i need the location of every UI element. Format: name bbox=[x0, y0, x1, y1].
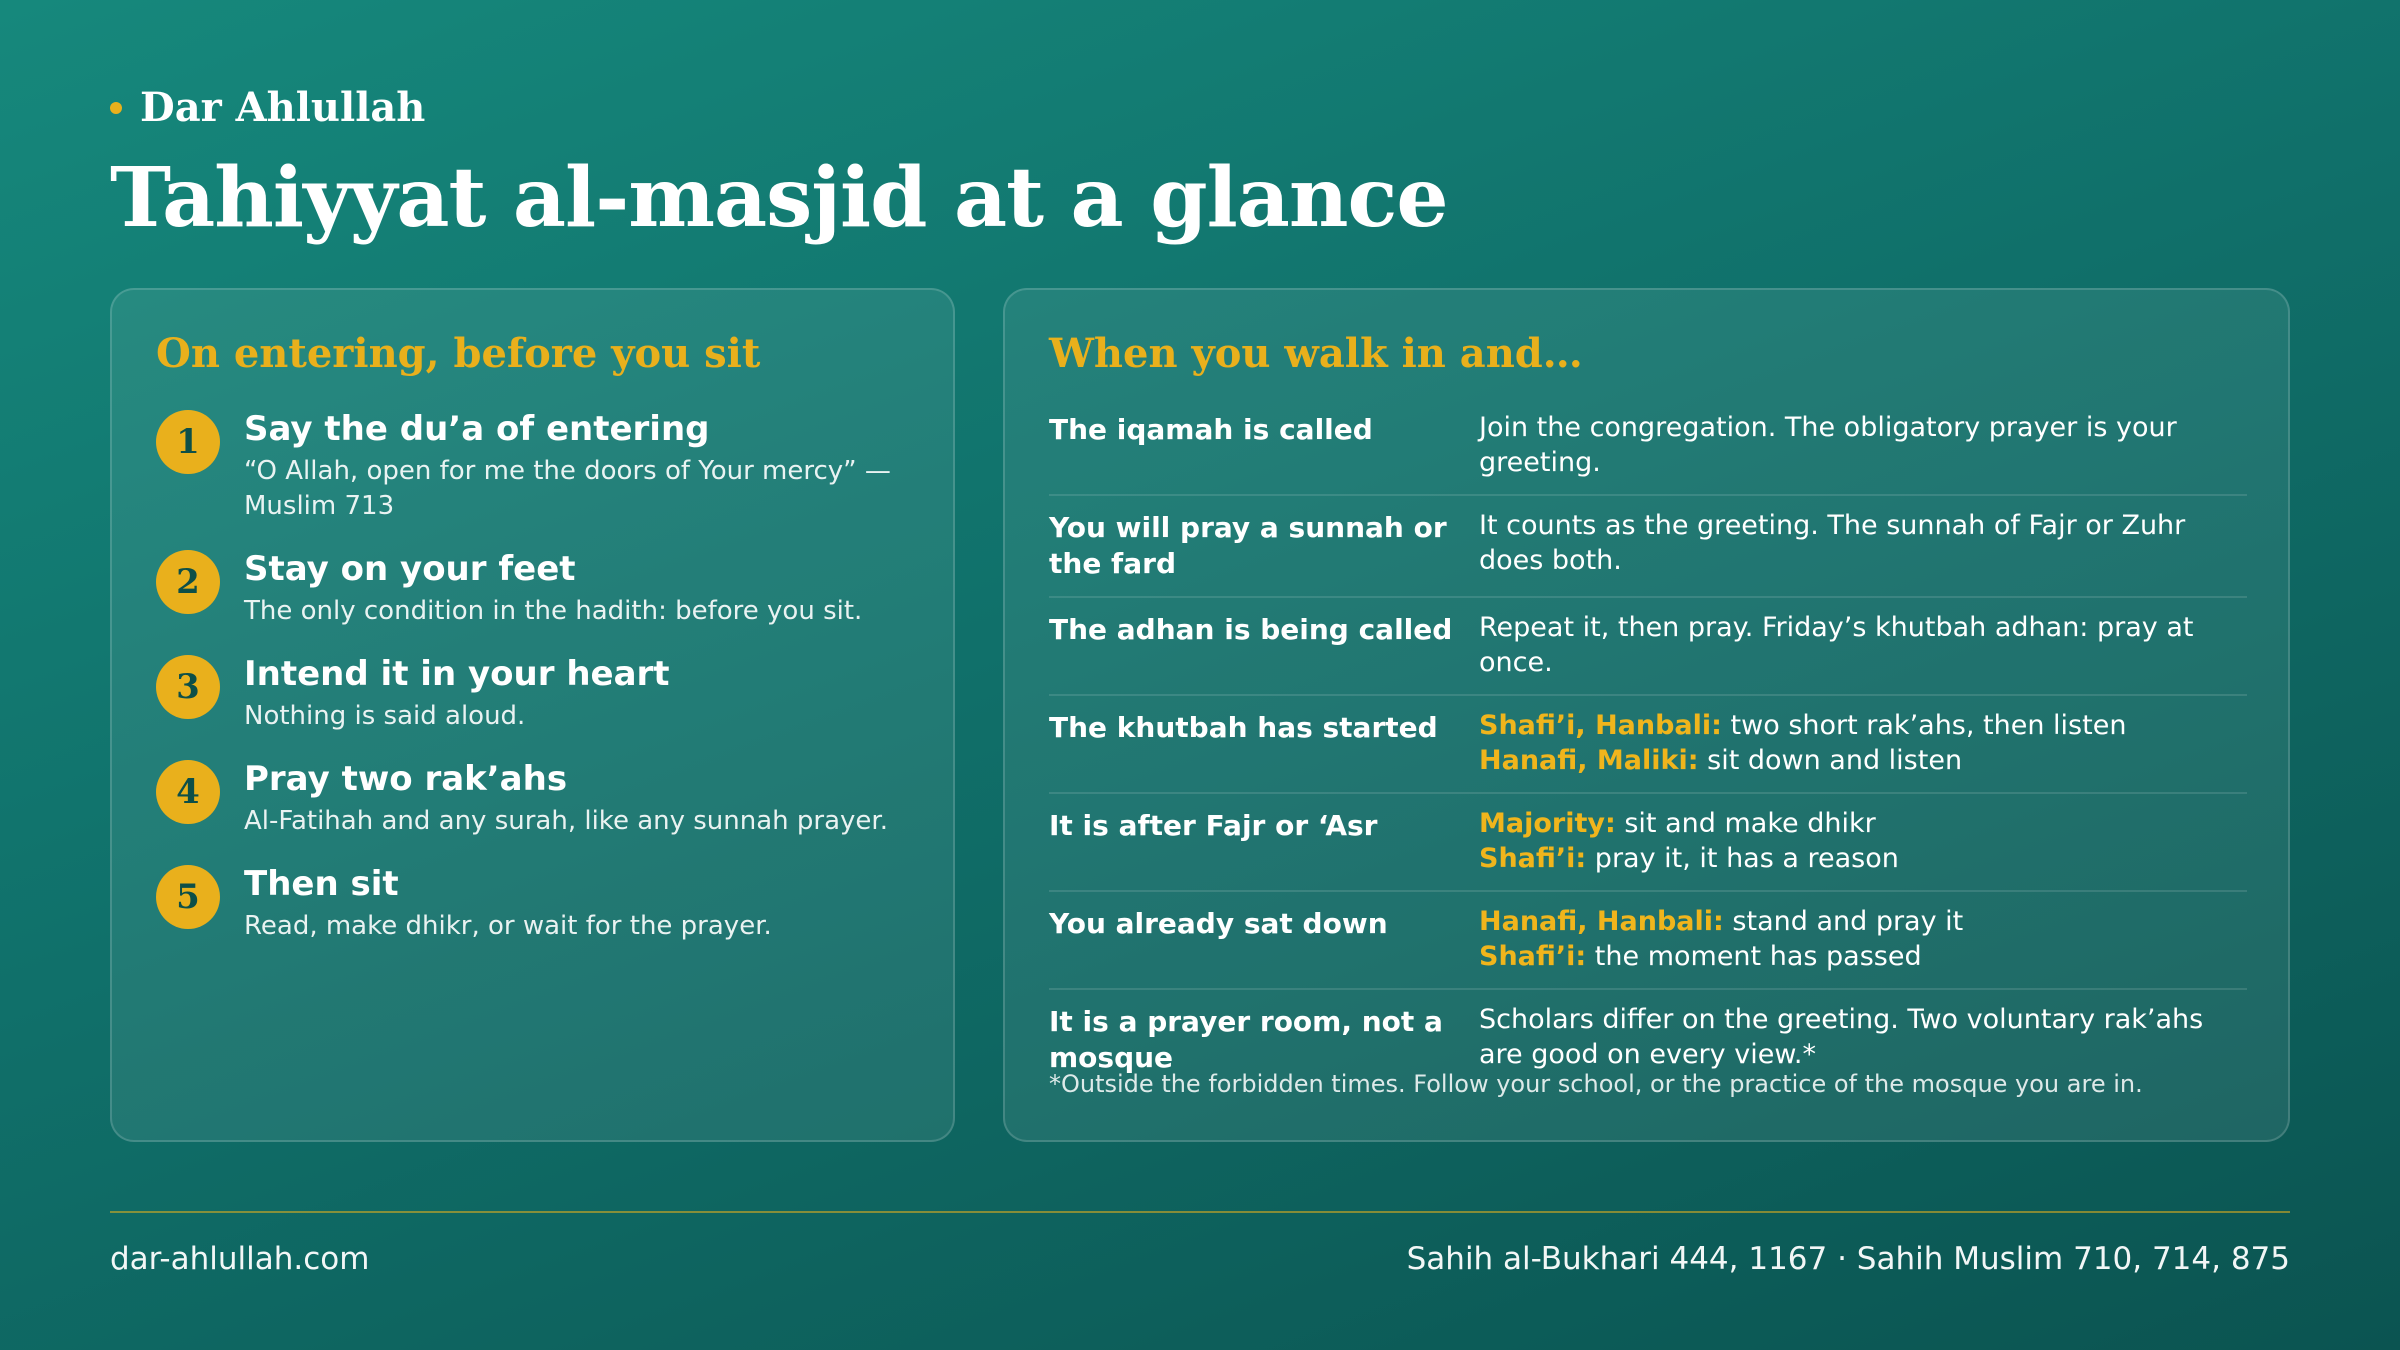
situation-condition: You already sat down bbox=[1049, 907, 1388, 940]
step-number-badge: 2 bbox=[156, 550, 220, 614]
school-ruling bbox=[1479, 939, 2247, 974]
situation-response: Scholars differ on the greeting. Two voluntary rak’ahs are good on every view.* bbox=[1479, 1004, 2204, 1070]
school-label: Shafi’i, Hanbali: bbox=[1479, 710, 1722, 741]
table-row bbox=[1049, 794, 2247, 892]
step-description: “O Allah, open for me the doors of Your mercy” — Muslim 713 bbox=[244, 456, 891, 521]
school-label: Shafi’i: bbox=[1479, 941, 1587, 972]
table-row bbox=[1049, 598, 2247, 696]
footer-divider bbox=[110, 1211, 2290, 1213]
step-title: Stay on your feet bbox=[244, 549, 576, 589]
step-number-badge: 4 bbox=[156, 760, 220, 824]
school-ruling-text: two short rak’ahs, then listen bbox=[1721, 710, 2127, 741]
footnote: *Outside the forbidden times. Follow your school, or the practice of the mosque you are in. bbox=[1049, 1070, 2143, 1098]
situations-table bbox=[1049, 398, 2247, 1090]
sources-citation: Sahih al-Bukhari 444, 1167 · Sahih Muslim 710, 714, 875 bbox=[1406, 1241, 2290, 1277]
situations-card-heading: When you walk in and… bbox=[1049, 330, 1583, 377]
situation-response: It counts as the greeting. The sunnah of Fajr or Zuhr does both. bbox=[1479, 510, 2186, 576]
steps-card bbox=[110, 288, 955, 1142]
situation-response bbox=[1479, 904, 2247, 974]
school-ruling-text: stand and pray it bbox=[1723, 906, 1964, 937]
school-ruling-text: sit and make dhikr bbox=[1615, 808, 1876, 839]
school-ruling bbox=[1479, 743, 2247, 778]
step-item bbox=[156, 548, 916, 629]
situation-response bbox=[1479, 708, 2247, 778]
situation-condition: The khutbah has started bbox=[1049, 711, 1438, 744]
situation-response bbox=[1479, 806, 2247, 876]
situation-response: Repeat it, then pray. Friday’s khutbah adhan: pray at once. bbox=[1479, 612, 2194, 678]
situation-condition: The iqamah is called bbox=[1049, 413, 1373, 446]
table-row bbox=[1049, 892, 2247, 990]
table-row bbox=[1049, 696, 2247, 794]
situation-condition: It is after Fajr or ‘Asr bbox=[1049, 809, 1378, 842]
situations-card bbox=[1003, 288, 2290, 1142]
school-ruling-text: sit down and listen bbox=[1698, 745, 1963, 776]
school-label: Shafi’i: bbox=[1479, 843, 1587, 874]
step-title: Say the du’a of entering bbox=[244, 409, 710, 449]
step-title: Intend it in your heart bbox=[244, 654, 670, 694]
step-description: Nothing is said aloud. bbox=[244, 701, 526, 731]
step-title: Pray two rak’ahs bbox=[244, 759, 568, 799]
step-number-badge: 1 bbox=[156, 410, 220, 474]
step-number-badge: 3 bbox=[156, 655, 220, 719]
step-item bbox=[156, 653, 916, 734]
step-title: Then sit bbox=[244, 864, 399, 904]
step-description: Read, make dhikr, or wait for the prayer. bbox=[244, 911, 772, 941]
school-ruling bbox=[1479, 708, 2247, 743]
school-ruling bbox=[1479, 841, 2247, 876]
situation-condition: It is a prayer room, not a mosque bbox=[1049, 1005, 1443, 1074]
brand bbox=[110, 84, 425, 131]
school-ruling-text: the moment has passed bbox=[1586, 941, 1922, 972]
step-description: The only condition in the hadith: before you sit. bbox=[244, 596, 863, 626]
school-ruling-text: pray it, it has a reason bbox=[1586, 843, 1899, 874]
school-ruling bbox=[1479, 806, 2247, 841]
school-label: Hanafi, Maliki: bbox=[1479, 745, 1699, 776]
website-link[interactable]: dar-ahlullah.com bbox=[110, 1241, 370, 1277]
school-label: Majority: bbox=[1479, 808, 1616, 839]
school-label: Hanafi, Hanbali: bbox=[1479, 906, 1724, 937]
school-ruling bbox=[1479, 904, 2247, 939]
situation-response: Join the congregation. The obligatory prayer is your greeting. bbox=[1479, 412, 2177, 478]
situation-condition: You will pray a sunnah or the fard bbox=[1049, 511, 1447, 580]
table-row bbox=[1049, 496, 2247, 598]
page-title: Tahiyyat al-masjid at a glance bbox=[110, 150, 1448, 246]
situation-condition: The adhan is being called bbox=[1049, 613, 1453, 646]
brand-dot-icon bbox=[110, 102, 122, 114]
table-row bbox=[1049, 398, 2247, 496]
steps-card-heading: On entering, before you sit bbox=[156, 330, 761, 377]
steps-list bbox=[156, 408, 916, 968]
brand-name: Dar Ahlullah bbox=[140, 84, 426, 131]
step-item bbox=[156, 863, 916, 944]
step-description: Al-Fatihah and any surah, like any sunnah prayer. bbox=[244, 806, 888, 836]
step-number-badge: 5 bbox=[156, 865, 220, 929]
step-item bbox=[156, 758, 916, 839]
step-item bbox=[156, 408, 916, 524]
